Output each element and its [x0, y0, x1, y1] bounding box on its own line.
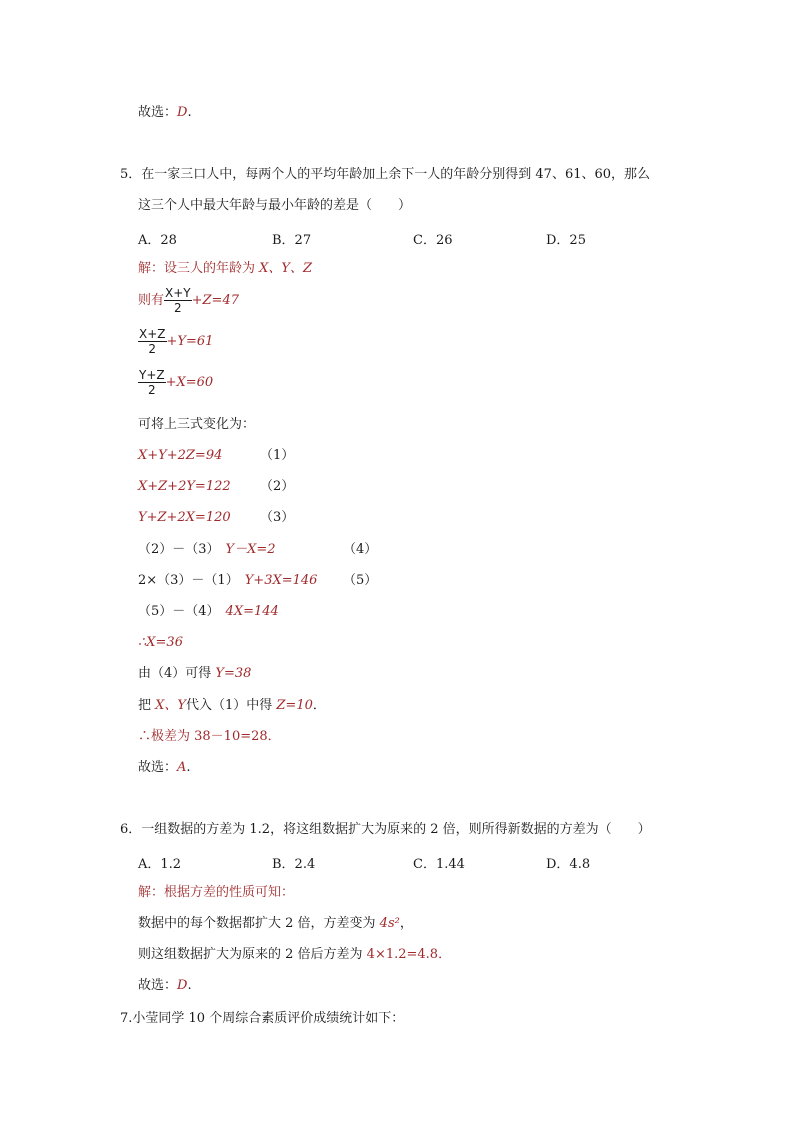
answer-value: A [177, 760, 187, 775]
q5-step-5-tag: （5） [343, 573, 378, 588]
q5-question-line2: 这三个人中最大年龄与最小年龄的差是（ ） [138, 198, 412, 213]
fraction: $\frac{Y+Z}{2}$ [139, 368, 165, 397]
answer-value: D [177, 978, 188, 993]
q5-option-d: D．25 [546, 233, 586, 248]
q5-option-c: C．26 [413, 233, 453, 248]
q4-answer: 故选：D. [138, 105, 192, 120]
q7-question: 7.小莹同学 10 个周综合素质评价成绩统计如下： [120, 1011, 405, 1026]
q5-step-1-tag: （1） [260, 448, 295, 463]
q5-equation-3: $\frac{Y+Z}{2}$ +X=60 [139, 368, 214, 397]
q5-step-1-eq: X+Y+2Z=94 [138, 448, 223, 463]
q5-option-a: A．28 [138, 233, 177, 248]
q5-solution-intro: 解：设三人的年龄为 X、Y、Z [138, 261, 313, 276]
q6-option-b: B．2.4 [272, 857, 316, 872]
q5-step-8: 由（4）可得 Y=38 [138, 666, 252, 681]
q5-answer: 故选：A. [138, 760, 191, 775]
q5-step-2-tag: （2） [260, 479, 295, 494]
q6-solution-step-2: 则这组数据扩大为原来的 2 倍后方差为 4×1.2=4.8． [138, 947, 452, 962]
q6-solution-intro: 解：根据方差的性质可知： [138, 885, 295, 900]
fraction: $\frac{X+Y}{2}$ [165, 286, 191, 315]
q5-step-9: 把 X、Y代入（1）中得 Z=10． [138, 698, 326, 713]
q5-question-line1: 5．在一家三口人中，每两个人的平均年龄加上余下一人的年龄分别得到 47、61、60，那么 [120, 167, 651, 182]
q5-step-3-eq: Y+Z+2X=120 [138, 510, 231, 525]
answer-value: D [177, 105, 188, 120]
q5-equation-2: $\frac{X+Z}{2}$ +Y=61 [139, 327, 214, 356]
q6-option-a: A．1.2 [138, 857, 182, 872]
q5-step-4: （2）－（3） Y－X=2 [138, 542, 276, 557]
q5-step-3-tag: （3） [260, 510, 295, 525]
q5-transform-label: 可将上三式变化为： [138, 417, 256, 432]
q6-solution-step-1: 数据中的每个数据都扩大 2 倍，方差变为 4s²， [138, 916, 413, 931]
q6-option-c: C．1.44 [413, 857, 465, 872]
q5-step-2-eq: X+Z+2Y=122 [138, 479, 231, 494]
q5-step-5: 2×（3）－（1） Y+3X=146 [138, 573, 318, 588]
q5-step-7: ∴X=36 [138, 635, 183, 650]
q6-answer: 故选：D. [138, 978, 192, 993]
q6-option-d: D．4.8 [546, 857, 591, 872]
fraction: $\frac{X+Z}{2}$ [139, 327, 166, 356]
q5-range-result: ∴极差为 38－10=28． [138, 729, 281, 744]
q5-option-b: B．27 [272, 233, 312, 248]
q5-equation-1: 则有 $\frac{X+Y}{2}$ +Z=47 [138, 286, 239, 315]
q5-step-6: （5）－（4） 4X=144 [138, 604, 279, 619]
q5-step-4-tag: （4） [343, 542, 378, 557]
q6-question: 6．一组数据的方差为 1.2，将这组数据扩大为原来的 2 倍，则所得新数据的方差为（ ） [120, 822, 651, 837]
